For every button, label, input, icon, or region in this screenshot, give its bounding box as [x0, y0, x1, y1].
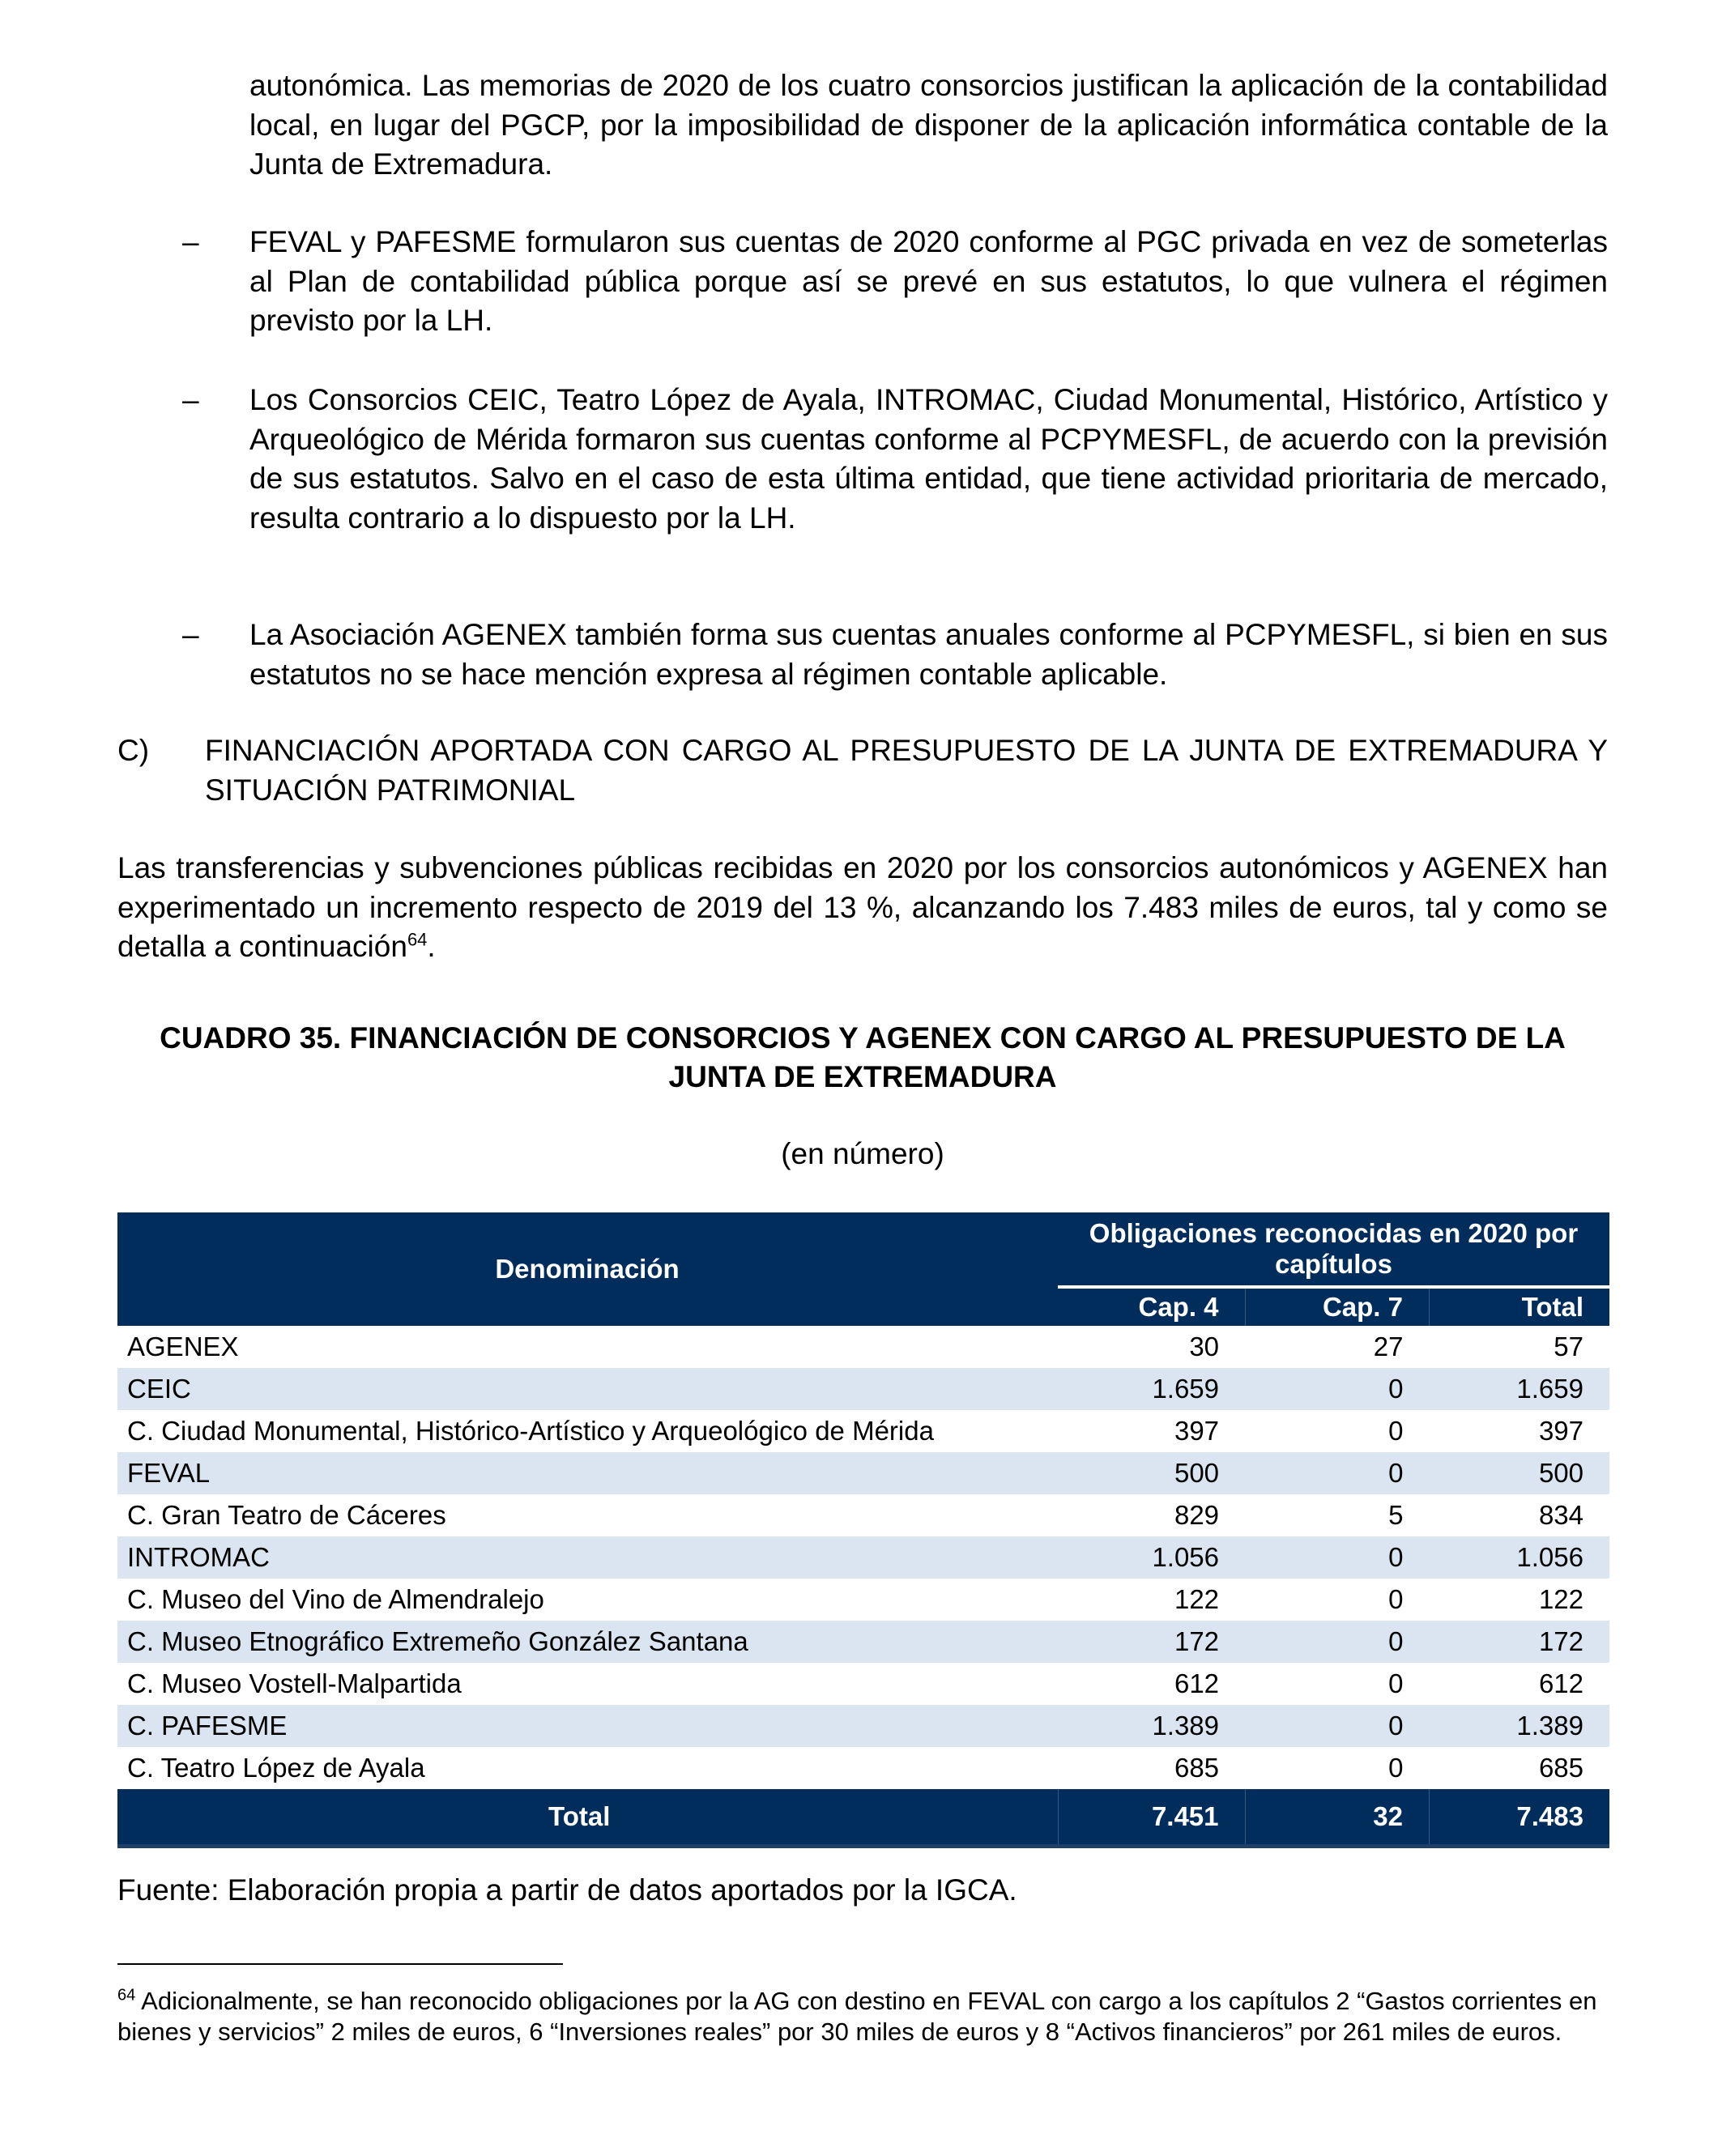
intro-text: Las transferencias y subvenciones públicas recibidas en 2020 por los consorcios autonómicos y AGENEX han experimentado un incremento respecto de 2019 del 13 %, alcanzando los 7.483 miles de euros, tal y como se detalla a continuación — [117, 851, 1608, 963]
row-cap4: 1.389 — [1058, 1705, 1245, 1747]
section-heading — [117, 731, 1608, 810]
row-cap4: 172 — [1058, 1621, 1245, 1663]
bullet-item — [117, 223, 1608, 341]
row-cap7: 0 — [1245, 1452, 1429, 1494]
footnote-divider — [117, 1963, 563, 1965]
row-name: C. Museo Etnográfico Extremeño González Santana — [117, 1621, 1058, 1663]
row-total: 172 — [1430, 1621, 1610, 1663]
row-total: 1.659 — [1430, 1368, 1610, 1410]
row-name: C. Museo del Vino de Almendralejo — [127, 1584, 544, 1614]
bullet-text: Los Consorcios CEIC, Teatro López de Ayala, INTROMAC, Ciudad Monumental, Histórico, Artístico y Arqueológico de Mérida formaron sus cuentas conforme al PCPYMESFL, de acuerdo con la previsión de sus estatutos. Salvo en el caso de esta última entidad, que tiene actividad prioritaria de mercado, resulta contrario a lo dispuesto por la LH. — [249, 383, 1608, 535]
section-label: C) — [117, 734, 150, 767]
total-total: 7.483 — [1430, 1789, 1610, 1847]
table-subtitle: (en número) — [781, 1137, 944, 1170]
table-row — [117, 1452, 1609, 1494]
table-row — [117, 1747, 1609, 1789]
row-name: AGENEX — [127, 1332, 239, 1361]
table-row — [117, 1621, 1609, 1663]
footnote-text: Adicionalmente, se han reconocido obligaciones por la AG con destino en FEVAL con cargo a los capítulos 2 “Gastos corrientes en bienes y servicios” 2 miles de euros, 6 “Inversiones reales” por 30 miles de euros y 8 “Activos financieros” por 261 miles de euros. — [117, 1987, 1597, 2046]
row-name: INTROMAC — [117, 1536, 1058, 1579]
row-total: 685 — [1538, 1753, 1583, 1783]
row-cap7: 0 — [1388, 1584, 1404, 1614]
row-cap4: 500 — [1058, 1452, 1245, 1494]
total-cap4: 7.451 — [1058, 1789, 1245, 1847]
bullet-item — [117, 616, 1608, 694]
row-cap7: 27 — [1373, 1332, 1404, 1361]
row-cap4: 397 — [1174, 1416, 1220, 1446]
row-cap4: 122 — [1174, 1584, 1220, 1614]
row-cap7: 0 — [1245, 1621, 1429, 1663]
table-row — [117, 1579, 1609, 1621]
table-row — [117, 1494, 1609, 1536]
table-title: CUADRO 35. FINANCIACIÓN DE CONSORCIOS Y AGENEX CON CARGO AL PRESUPUESTO DE LA JUNTA DE EXTREMADURA — [160, 1021, 1566, 1093]
header-obligaciones: Obligaciones reconocidas en 2020 por capítulos — [1058, 1212, 1609, 1287]
footnote — [117, 1986, 1608, 2047]
row-total: 122 — [1538, 1584, 1583, 1614]
dash-icon: – — [182, 225, 199, 258]
table-row — [117, 1410, 1609, 1452]
row-name: C. Gran Teatro de Cáceres — [127, 1500, 446, 1530]
bullet-item — [117, 381, 1608, 538]
row-cap7: 0 — [1388, 1668, 1404, 1698]
table-row — [117, 1368, 1609, 1410]
total-row — [117, 1789, 1609, 1847]
row-cap4: 829 — [1174, 1500, 1220, 1530]
footnote-number: 64 — [117, 1986, 136, 2005]
row-total: 834 — [1538, 1500, 1583, 1530]
row-cap7: 0 — [1388, 1753, 1404, 1783]
header-total: Total — [1430, 1287, 1610, 1326]
row-cap7: 0 — [1245, 1536, 1429, 1579]
financing-table — [117, 1212, 1609, 1848]
footnote-reference[interactable]: 64 — [407, 929, 428, 950]
row-total: 57 — [1554, 1332, 1583, 1361]
table-row — [117, 1705, 1609, 1747]
row-name: CEIC — [117, 1368, 1058, 1410]
bullet-text: La Asociación AGENEX también forma sus cuentas anuales conforme al PCPYMESFL, si bien en sus estatutos no se hace mención expresa al régimen contable aplicable. — [249, 618, 1608, 691]
row-cap4: 30 — [1189, 1332, 1220, 1361]
row-total: 1.056 — [1430, 1536, 1610, 1579]
bullet-text: FEVAL y PAFESME formularon sus cuentas de 2020 conforme al PGC privada en vez de someterlas al Plan de contabilidad pública porque así se prevé en sus estatutos, lo que vulnera el régimen previsto por la LH. — [249, 225, 1608, 337]
row-total: 500 — [1430, 1452, 1610, 1494]
intro-end: . — [427, 930, 436, 963]
header-cap4: Cap. 4 — [1058, 1287, 1245, 1326]
row-name: FEVAL — [117, 1452, 1058, 1494]
intro-paragraph — [117, 849, 1608, 967]
source-note: Fuente: Elaboración propia a partir de datos aportados por la IGCA. — [117, 1873, 1017, 1907]
row-cap4: 1.659 — [1058, 1368, 1245, 1410]
total-cap7: 32 — [1245, 1789, 1429, 1847]
row-cap4: 685 — [1174, 1753, 1220, 1783]
row-name: C. Ciudad Monumental, Histórico-Artístico y Arqueológico de Mérida — [127, 1416, 934, 1446]
row-cap7: 0 — [1245, 1705, 1429, 1747]
row-total: 1.389 — [1430, 1705, 1610, 1747]
header-denominacion: Denominación — [117, 1212, 1058, 1326]
table-row — [117, 1326, 1609, 1368]
total-label: Total — [117, 1789, 1058, 1847]
continuation-paragraph: autonómica. Las memorias de 2020 de los cuatro consorcios justifican la aplicación de la contabilidad local, en lugar del PGCP, por la imposibilidad de disponer de la aplicación informática contable de la Junta de Extremadura. — [249, 69, 1608, 181]
row-cap7: 5 — [1388, 1500, 1404, 1530]
row-name: C. Museo Vostell-Malpartida — [127, 1668, 462, 1698]
row-name: C. PAFESME — [117, 1705, 1058, 1747]
row-cap7: 0 — [1388, 1416, 1404, 1446]
row-cap4: 612 — [1174, 1668, 1220, 1698]
table-row — [117, 1536, 1609, 1579]
table-row — [117, 1663, 1609, 1705]
dash-icon: – — [182, 618, 199, 651]
dash-icon: – — [182, 383, 199, 416]
row-name: C. Teatro López de Ayala — [127, 1753, 425, 1783]
row-total: 397 — [1538, 1416, 1583, 1446]
row-cap7: 0 — [1245, 1368, 1429, 1410]
row-total: 612 — [1538, 1668, 1583, 1698]
section-title: FINANCIACIÓN APORTADA CON CARGO AL PRESUPUESTO DE LA JUNTA DE EXTREMADURA Y SITUACIÓN PATRIMONIAL — [205, 734, 1608, 807]
header-cap7: Cap. 7 — [1245, 1287, 1429, 1326]
row-cap4: 1.056 — [1058, 1536, 1245, 1579]
